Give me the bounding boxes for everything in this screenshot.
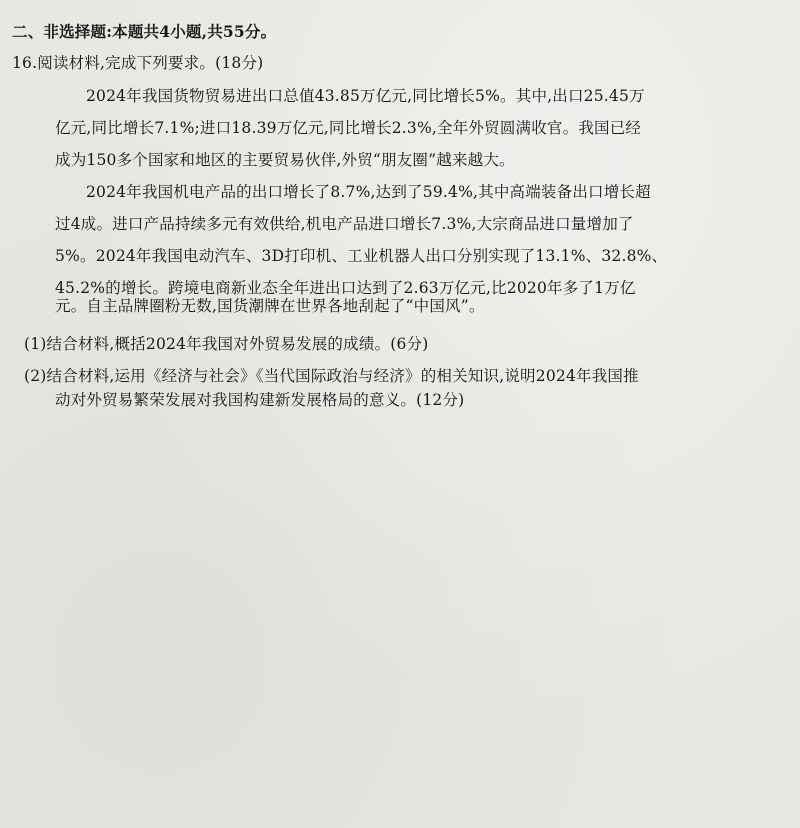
material-line: 元。自主品牌圈粉无数,国货潮牌在世界各地刮起了“中国风”。 (55, 297, 485, 315)
material-line: 2024年我国货物贸易进出口总值43.85万亿元,同比增长5%。其中,出口25.45万 (86, 87, 645, 105)
material-line: 成为150多个国家和地区的主要贸易伙伴,外贸“朋友圈”越来越大。 (55, 151, 515, 169)
material-line: 45.2%的增长。跨境电商新业态全年进出口达到了2.63万亿元,比2020年多了1万亿 (55, 279, 636, 297)
section-heading: 二、非选择题:本题共4小题,共55分。 (12, 22, 277, 41)
material-line: 2024年我国机电产品的出口增长了8.7%,达到了59.4%,其中高端装备出口增长超 (86, 183, 651, 201)
sub-question-2-continued: 动对外贸易繁荣发展对我国构建新发展格局的意义。(12分) (55, 391, 465, 409)
sub-question-2: (2)结合材料,运用《经济与社会》《当代国际政治与经济》的相关知识,说明2024年我国推 (24, 367, 639, 385)
question-title: 16.阅读材料,完成下列要求。(18分) (12, 54, 264, 72)
material-line: 亿元,同比增长7.1%;进口18.39万亿元,同比增长2.3%,全年外贸圆满收官。我国已经 (55, 119, 642, 137)
sub-question-1: (1)结合材料,概括2024年我国对外贸易发展的成绩。(6分) (24, 335, 429, 353)
material-line: 过4成。进口产品持续多元有效供给,机电产品进口增长7.3%,大宗商品进口量增加了 (55, 215, 634, 233)
material-line: 5%。2024年我国电动汽车、3D打印机、工业机器人出口分别实现了13.1%、32.8%、 (55, 247, 668, 265)
